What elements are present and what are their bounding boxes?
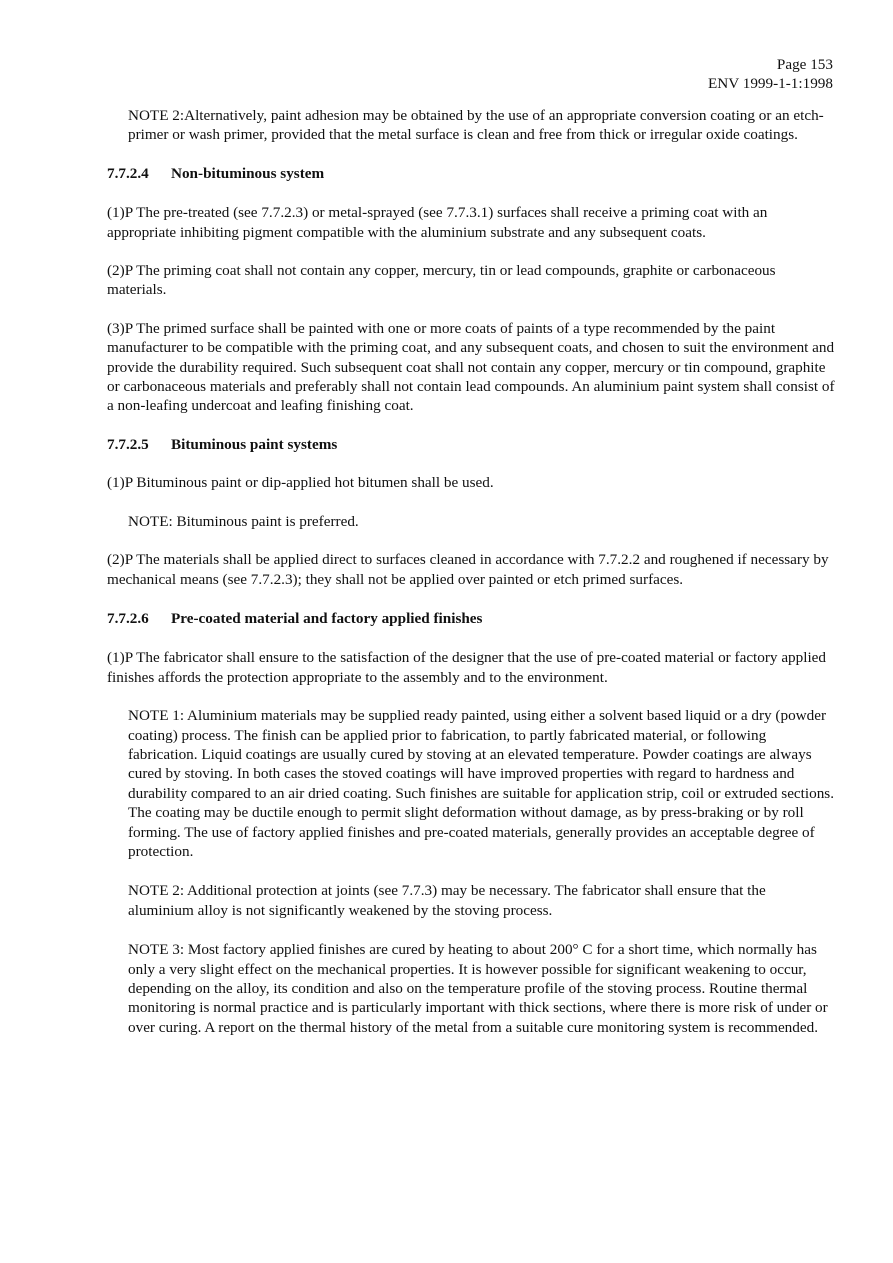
section-heading-7724 (107, 164, 835, 183)
document-id: ENV 1999-1-1:1998 (707, 75, 833, 92)
clause-7724-2: (2)P The priming coat shall not contain any copper, mercury, tin or lead compounds, graphite or carbonaceous materials. (107, 262, 776, 299)
section-heading-7725 (107, 435, 835, 454)
clause-7724-1: (1)P The pre-treated (see 7.7.2.3) or metal-sprayed (see 7.7.3.1) surfaces shall receive a priming coat with an appropriate inhibiting pigment compatible with the aluminium substrate and any subsequent coats. (107, 204, 768, 241)
note-joint-protection: NOTE 2: Additional protection at joints (see 7.7.3) may be necessary. The fabricator shall ensure that the aluminium alloy is not significantly weakened by the stoving process. (128, 882, 766, 919)
section-title: Pre-coated material and factory applied finishes (171, 609, 483, 627)
section-title: Bituminous paint systems (171, 435, 338, 453)
clause-7725-2: (2)P The materials shall be applied direct to surfaces cleaned in accordance with 7.7.2.2 and roughened if necessary by mechanical means (see 7.7.2.3); they shall not be applied over painted or etch primed surfaces. (107, 551, 829, 588)
clause-7726-1: (1)P The fabricator shall ensure to the satisfaction of the designer that the use of pre-coated material or factory applied finishes affords the protection appropriate to the assembly and to the environment. (107, 649, 827, 686)
page-header (708, 55, 833, 93)
section-number: 7.7.2.6 (107, 609, 149, 627)
page-number: Page 153 (776, 56, 833, 73)
note-conversion-coating: NOTE 2:Alternatively, paint adhesion may be obtained by the use of an appropriate conversion coating or an etch-primer or wash primer, provided that the metal surface is clean and free from thick or irregular oxide coatings. (128, 107, 824, 144)
note-bituminous: NOTE: Bituminous paint is preferred. (128, 512, 359, 530)
section-number: 7.7.2.5 (107, 435, 149, 453)
section-number: 7.7.2.4 (107, 164, 149, 182)
clause-7725-1: (1)P Bituminous paint or dip-applied hot bitumen shall be used. (107, 474, 494, 492)
document-body (107, 106, 835, 1037)
section-heading-7726 (107, 609, 835, 628)
section-title: Non-bituminous system (171, 164, 325, 182)
note-curing-temperature: NOTE 3: Most factory applied finishes are cured by heating to about 200° C for a short time, which normally has only a very slight effect on the mechanical properties. It is however possible for significant weakening to occur, depending on the alloy, its condition and also on the temperature profile of the stoving process. Routine thermal monitoring is normal practice and is particularly important with thick sections, where there is more risk of under or over curing. A report on the thermal history of the metal from a suitable cure monitoring system is recommended. (128, 941, 828, 1036)
note-precoated-materials: NOTE 1: Aluminium materials may be supplied ready painted, using either a solvent based liquid or a dry (powder coating) process. The finish can be applied prior to fabrication, to partly fabricated material, or following fabrication. Liquid coatings are usually cured by stoving at an elevated temperature. Powder coatings are always cured by stoving. In both cases the stoved coatings will have improved properties with regard to hardness and durability compared to an air dried coating. Such finishes are suitable for application strip, coil or extruded sections. The coating may be ductile enough to permit slight deformation without damage, as by press-braking or by roll forming. The use of factory applied finishes and pre-coated materials, generally provides an acceptable degree of protection. (128, 707, 835, 860)
clause-7724-3: (3)P The primed surface shall be painted with one or more coats of paints of a type recommended by the paint manufacturer to be compatible with the priming coat, and any subsequent coats, and chosen to suit the environment and provide the durability required. Such subsequent coat shall not contain any copper, mercury or tin compound, graphite or carbonaceous materials and preferably shall not contain lead compounds. An aluminium paint system shall consist of a non-leafing undercoat and leafing finishing coat. (107, 319, 835, 415)
